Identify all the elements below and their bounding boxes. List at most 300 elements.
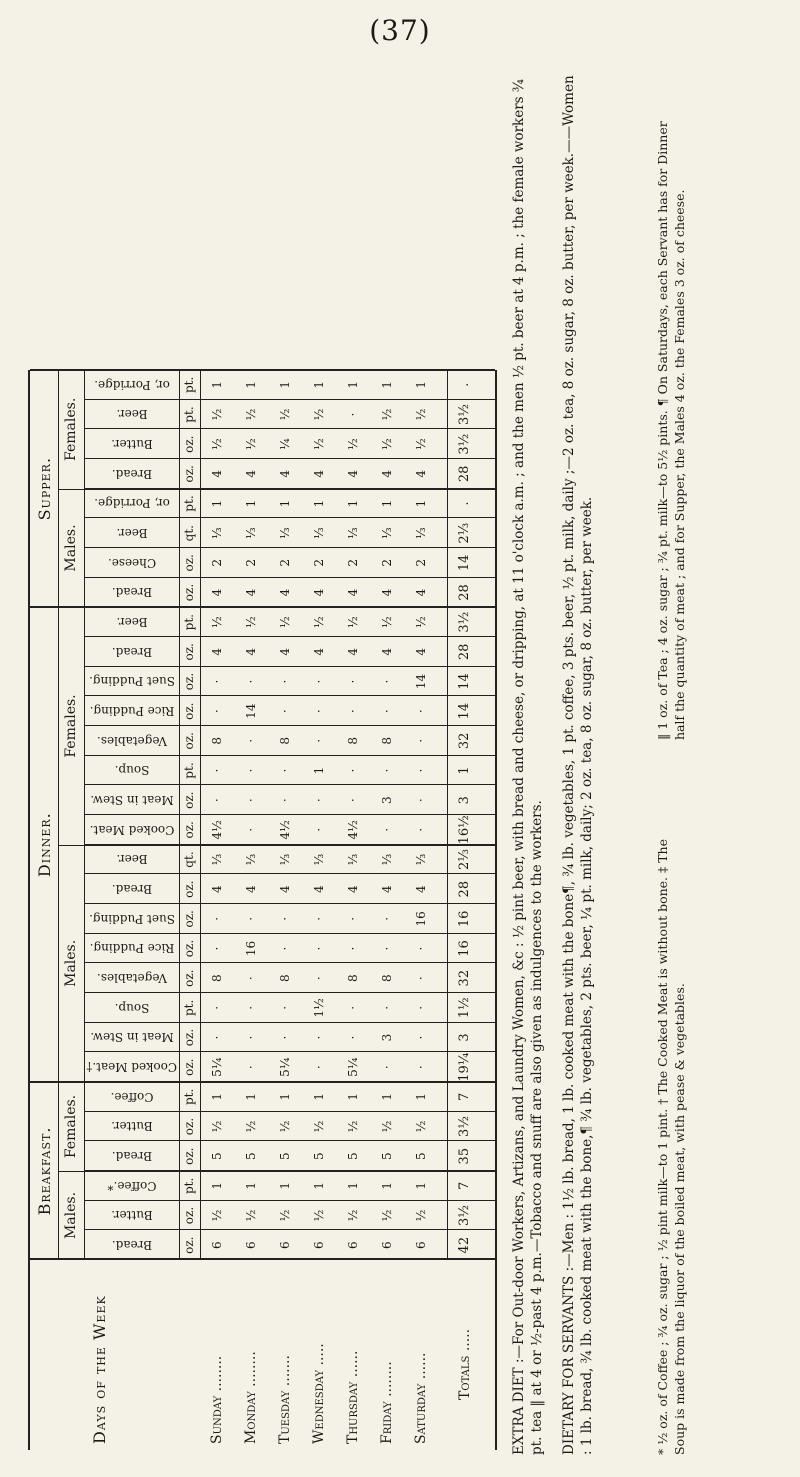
group-title-supper-males: Males. <box>63 524 79 572</box>
cell-value: ⅓ <box>278 853 292 866</box>
cell-value: · <box>346 412 360 417</box>
cell-value: · <box>244 1035 258 1040</box>
cell-total: 14 <box>457 673 472 690</box>
cell-value: 4 <box>414 470 428 478</box>
cell-value: 5 <box>414 1152 428 1160</box>
col-unit: oz. <box>182 1117 196 1136</box>
cell-value: · <box>210 916 224 921</box>
col-unit: pt. <box>182 406 196 423</box>
cell-value: 4 <box>278 470 292 478</box>
weekly-dietary-table <box>28 370 497 1450</box>
cell-value: · <box>346 916 360 921</box>
col-header-supper-males-24: Beer. <box>115 526 148 541</box>
cell-value: 3 <box>380 1033 394 1042</box>
cell-value: · <box>312 798 326 803</box>
col-header-dinner-females-17: Vegetables. <box>96 733 167 748</box>
cell-value: · <box>414 798 428 803</box>
cell-value: · <box>244 1065 258 1070</box>
cell-value: 1 <box>278 1093 292 1101</box>
cell-value: 4 <box>346 885 360 893</box>
col-header-breakfast-males-1: Butter. <box>110 1208 153 1223</box>
cell-value: ½ <box>312 616 326 628</box>
cell-value: ½ <box>210 1209 224 1222</box>
cell-value: 5 <box>210 1152 224 1160</box>
cell-total: 7 <box>457 1092 472 1101</box>
cell-value: ½ <box>210 408 224 421</box>
cell-value: 1 <box>312 1093 326 1101</box>
cell-value: 1 <box>414 1093 428 1101</box>
cell-value: ⅓ <box>210 527 224 539</box>
cell-value: ½ <box>414 408 428 421</box>
col-header-dinner-males-6: Cooked Meat.† <box>85 1060 177 1075</box>
col-header-breakfast-females-3: Bread. <box>111 1149 152 1164</box>
cell-value: · <box>346 946 360 951</box>
cell-value: · <box>244 916 258 921</box>
cell-value: 1 <box>346 499 360 508</box>
cell-value: · <box>414 946 428 951</box>
col-header-dinner-males-10: Rice Pudding. <box>89 941 174 956</box>
cell-value: · <box>414 1035 428 1040</box>
extra-diet-note: EXTRA DIET :—For Out-door Workers, Artizans, and Laundry Women, &c : ½ pint beer, with bread and cheese, or dripping, at 11 o'clock a.m. ; and the men ½ pt. beer at 4 p.m. ; the female workers ¾ pt. tea ‖ at 4 or ½-past 4 p.m.—Tobacco and snuff are also given as indulgences to the workers. <box>511 79 545 1455</box>
cell-value: 1 <box>278 499 292 508</box>
cell-value: · <box>278 709 292 714</box>
col-header-dinner-males-8: Soup. <box>114 1000 149 1015</box>
cell-value: ½ <box>380 1209 394 1222</box>
col-unit: oz. <box>182 435 196 453</box>
cell-value: ½ <box>244 438 258 450</box>
cell-value: · <box>414 827 428 832</box>
cell-value: · <box>380 946 394 951</box>
cell-value: 3 <box>380 796 394 804</box>
group-divider-supper-females <box>58 370 495 371</box>
col-unit: qt. <box>182 851 196 868</box>
cell-total: 32 <box>457 732 472 750</box>
cell-value: ⅓ <box>210 853 224 866</box>
col-unit: oz. <box>182 643 196 661</box>
col-header-breakfast-males-2: Coffee.* <box>107 1178 156 1193</box>
cell-value: ½ <box>380 616 394 628</box>
cell-value: 4 <box>312 885 326 893</box>
cell-value: 5 <box>312 1152 326 1160</box>
cell-total: 32 <box>457 969 472 987</box>
cell-value: ⅓ <box>244 527 258 539</box>
col-unit: qt. <box>182 525 196 542</box>
cell-value: ½ <box>414 616 428 628</box>
cell-value: · <box>278 768 292 773</box>
cell-total: 19¼ <box>457 1052 472 1082</box>
col-header-supper-females-29: or, Porridge. <box>93 377 170 392</box>
cell-value: ⅓ <box>346 527 360 539</box>
cell-total: 14 <box>457 702 472 720</box>
cell-value: 2 <box>312 559 326 567</box>
col-unit: oz. <box>182 1028 196 1047</box>
col-unit: oz. <box>182 583 196 602</box>
cell-value: ½ <box>312 438 326 450</box>
cell-value: 4 <box>210 648 224 656</box>
col-unit: oz. <box>182 702 196 720</box>
cell-value: 2 <box>244 559 258 567</box>
cell-value: · <box>210 946 224 951</box>
cell-value: 5¼ <box>278 1057 292 1077</box>
cell-value: ½ <box>346 616 360 628</box>
cell-value: 1 <box>244 1093 258 1101</box>
group-divider-supper-males <box>58 489 495 490</box>
cell-value: 1 <box>278 1182 292 1190</box>
cell-value: · <box>346 768 360 773</box>
cell-value: · <box>346 679 360 684</box>
cell-value: 16 <box>244 940 258 957</box>
cell-value: 4 <box>278 588 292 597</box>
cell-value: · <box>312 976 326 981</box>
col-header-dinner-females-15: Meat in Stew. <box>89 793 174 808</box>
cell-value: · <box>278 798 292 803</box>
cell-value: 5 <box>380 1152 394 1160</box>
cell-value: · <box>244 679 258 684</box>
cell-value: ½ <box>312 1120 326 1133</box>
cell-value: · <box>278 916 292 921</box>
cell-value: 1 <box>244 381 258 389</box>
col-unit: pt. <box>182 376 196 394</box>
cell-value: 4 <box>312 470 326 478</box>
cell-value: ½ <box>346 438 360 450</box>
col-unit: oz. <box>182 910 196 928</box>
cell-value: 4 <box>414 648 428 656</box>
cell-total: . <box>457 382 472 387</box>
cell-value: 16 <box>414 911 428 927</box>
cell-value: · <box>346 709 360 714</box>
day-label-monday: Monday ........ <box>243 1351 259 1444</box>
section-title-supper: Supper. <box>35 456 54 521</box>
cell-value: · <box>380 768 394 773</box>
cell-value: 2 <box>278 559 292 567</box>
cell-value: · <box>278 679 292 684</box>
day-label-wednesday: Wednesday ..... <box>311 1343 327 1444</box>
cell-value: 8 <box>210 737 224 745</box>
cell-value: · <box>414 738 428 743</box>
cell-total: 3½ <box>457 433 472 455</box>
cell-value: · <box>312 946 326 951</box>
cell-value: · <box>244 827 258 832</box>
col-unit: oz. <box>182 1236 196 1254</box>
section-title-dinner: Dinner. <box>35 812 54 878</box>
cell-value: 6 <box>312 1241 326 1249</box>
cell-total: 3 <box>457 796 472 805</box>
cell-value: 1 <box>380 1182 394 1190</box>
cell-value: · <box>312 1035 326 1040</box>
cell-value: · <box>210 798 224 803</box>
cell-value: 1 <box>210 1182 224 1190</box>
col-header-supper-males-22: Bread. <box>111 585 152 600</box>
cell-value: ½ <box>380 438 394 450</box>
cell-total: 2⅓ <box>457 849 472 870</box>
group-title-supper-females: Females. <box>63 397 79 461</box>
cell-value: 4 <box>346 588 360 597</box>
cell-value: 4 <box>278 648 292 656</box>
cell-value: ⅓ <box>414 853 428 866</box>
cell-value: 4 <box>380 470 394 478</box>
days-header: Days of the Week <box>90 1295 109 1444</box>
cell-value: 2 <box>346 559 360 567</box>
group-title-breakfast-males: Males. <box>63 1191 79 1240</box>
cell-value: 2 <box>380 559 394 567</box>
cell-value: 1 <box>312 766 326 775</box>
col-unit: oz. <box>182 791 196 809</box>
cell-value: ½ <box>414 438 428 450</box>
cell-value: 1 <box>414 381 428 389</box>
cell-total: 28 <box>457 465 472 483</box>
grp-rule <box>84 370 85 1260</box>
cell-value: · <box>278 946 292 951</box>
cell-value: ¼ <box>278 438 292 450</box>
col-unit: pt. <box>182 1177 196 1195</box>
cell-value: 1 <box>278 381 292 389</box>
group-divider-breakfast-females <box>58 1082 495 1083</box>
cell-value: ½ <box>380 1120 394 1133</box>
cell-value: 5 <box>244 1152 258 1160</box>
col-header-breakfast-males-0: Bread. <box>111 1238 152 1253</box>
cell-value: · <box>210 768 224 773</box>
cell-value: ½ <box>210 438 224 450</box>
cell-value: · <box>414 768 428 773</box>
cell-total: 1½ <box>457 997 472 1019</box>
cell-value: 4½ <box>278 820 292 840</box>
cell-value: 5 <box>278 1152 292 1160</box>
cell-value: · <box>312 827 326 832</box>
cell-value: · <box>380 916 394 921</box>
cell-total: 28 <box>457 880 472 898</box>
cell-value: 5¼ <box>346 1057 360 1077</box>
cell-value: ½ <box>414 1209 428 1222</box>
cell-value: 1 <box>346 1182 360 1190</box>
cell-value: ½ <box>312 1209 326 1222</box>
footnote-tea-saturday: ‖ 1 oz. of Tea ; 4 oz. sugar ; ¾ pt. milk—to 5½ pints. ¶ On Saturdays, each Servant has for Dinner half the quantity of meat ; and for Supper, the Males 4 oz. the Females 3 oz. of cheese. <box>655 121 687 740</box>
col-header-dinner-females-21: Beer. <box>115 615 148 630</box>
col-header-dinner-females-20: Bread. <box>111 644 152 659</box>
cell-value: 14 <box>244 703 258 719</box>
cell-value: 4½ <box>346 820 360 840</box>
cell-total: 28 <box>457 584 472 601</box>
cell-value: 4 <box>244 588 258 597</box>
cell-value: 8 <box>380 737 394 745</box>
col-header-breakfast-females-5: Coffee. <box>110 1089 153 1104</box>
cell-value: · <box>210 709 224 714</box>
cell-value: 1 <box>210 499 224 508</box>
group-divider-dinner-females <box>58 607 495 608</box>
cell-value: 6 <box>346 1241 360 1249</box>
day-label-friday: Friday ........ <box>379 1361 395 1444</box>
cell-value: 1 <box>380 499 394 508</box>
totals-label: Totals ..... <box>457 1328 473 1400</box>
cell-value: 4 <box>244 470 258 478</box>
cell-value: 8 <box>346 974 360 982</box>
cell-value: · <box>278 1035 292 1040</box>
cell-value: · <box>380 679 394 684</box>
cell-value: 4 <box>312 648 326 656</box>
cell-value: ⅓ <box>312 853 326 866</box>
cell-value: ½ <box>210 1120 224 1133</box>
sec-rule <box>58 370 59 1260</box>
group-title-breakfast-females: Females. <box>63 1094 79 1159</box>
cell-total: 3½ <box>457 611 472 633</box>
cell-total: 35 <box>457 1147 472 1165</box>
cell-value: 8 <box>346 737 360 745</box>
cell-value: 6 <box>278 1241 292 1249</box>
cell-value: 4 <box>346 648 360 656</box>
cell-total: 7 <box>457 1181 472 1190</box>
cell-value: 4 <box>380 588 394 597</box>
col-header-dinner-females-18: Rice Pudding. <box>89 704 174 719</box>
cell-value: 1 <box>312 1182 326 1190</box>
group-title-dinner-males: Males. <box>63 939 79 987</box>
cell-value: ½ <box>312 408 326 421</box>
cell-value: ½ <box>346 1209 360 1222</box>
col-header-dinner-females-19: Suet Pudding. <box>88 674 175 689</box>
cell-value: ½ <box>380 408 394 421</box>
cell-value: 5 <box>346 1152 360 1160</box>
cell-value: 8 <box>210 974 224 982</box>
col-header-supper-males-23: Cheese. <box>107 555 156 570</box>
cell-value: · <box>244 976 258 981</box>
cell-total: 16 <box>457 940 472 957</box>
cell-value: 4 <box>380 885 394 893</box>
cell-total: 3½ <box>457 1205 472 1226</box>
section-title-breakfast: Breakfast. <box>35 1126 54 1216</box>
day-label-thursday: Thursday ...... <box>345 1350 361 1444</box>
cell-value: ½ <box>346 1120 360 1133</box>
cell-value: · <box>244 1005 258 1010</box>
cell-value: · <box>278 1005 292 1010</box>
col-header-breakfast-females-4: Butter. <box>110 1119 153 1134</box>
cell-value: 4 <box>414 588 428 597</box>
cell-value: · <box>346 1035 360 1040</box>
cell-value: ½ <box>278 408 292 421</box>
cell-value: · <box>346 798 360 803</box>
col-unit: oz. <box>182 554 196 572</box>
cell-value: 1 <box>312 499 326 508</box>
cell-value: 4 <box>210 885 224 893</box>
cell-value: · <box>312 916 326 921</box>
cell-value: · <box>380 827 394 832</box>
col-header-supper-females-28: Beer. <box>115 407 148 422</box>
cell-total: 14 <box>457 554 472 572</box>
cell-value: 1 <box>414 499 428 508</box>
cell-value: · <box>312 679 326 684</box>
group-divider-breakfast-males <box>58 1171 495 1172</box>
col-header-supper-males-25: or, Porridge. <box>93 496 170 511</box>
cell-value: 4 <box>312 588 326 597</box>
cell-value: · <box>244 738 258 743</box>
cell-total: 16 <box>457 910 472 928</box>
cell-total: . <box>457 501 472 506</box>
cell-value: ½ <box>414 1120 428 1133</box>
servants-dietary-note: DIETARY FOR SERVANTS :—Men : 1½ lb. bread, 1 lb. cooked meat with the bone¶, ¾ lb. vegetables, 1 pt. coffee, 3 pts. beer, ½ pt. milk, daily ;—2 oz. tea, 8 oz. sugar, 8 oz. butter, per week.——Women : 1 lb. bread, ¾ lb. cooked meat with the bone,¶ ¾ lb. vegetables, 2 pts. beer, ¼ pt. milk, daily; 2 oz. tea, 8 oz. sugar, 8 oz. butter, per week. <box>561 75 595 1455</box>
footnote-coffee: * ½ oz. of Coffee ; ¾ oz. sugar ; ½ pint milk—to 1 pint. † The Cooked Meat is without bone. ‡ The Soup is made from the liquor of the boiled meat, with pease & vegetables. <box>655 839 687 1455</box>
cell-value: ⅓ <box>380 527 394 539</box>
cell-value: · <box>312 709 326 714</box>
cell-value: 6 <box>380 1241 394 1249</box>
unit-rule <box>179 370 180 1260</box>
col-unit: oz. <box>182 1058 196 1076</box>
cell-value: · <box>312 738 326 743</box>
col-unit: pt. <box>182 999 196 1017</box>
cell-value: ⅓ <box>414 527 428 539</box>
cell-value: 5¼ <box>210 1057 224 1077</box>
day-label-sunday: Sunday ........ <box>209 1355 225 1444</box>
cell-value: · <box>414 976 428 981</box>
col-header-dinner-males-12: Bread. <box>111 882 152 897</box>
cell-value: 1 <box>380 1093 394 1101</box>
col-unit: oz. <box>182 732 196 750</box>
cell-value: ⅓ <box>244 853 258 866</box>
cell-value: · <box>414 1065 428 1070</box>
cell-value: ½ <box>210 616 224 628</box>
col-header-dinner-females-16: Soup. <box>114 763 149 778</box>
page-number: (37) <box>369 14 431 47</box>
cell-value: ½ <box>244 408 258 421</box>
cell-value: 8 <box>278 974 292 982</box>
cell-value: · <box>380 709 394 714</box>
col-header-supper-females-26: Bread. <box>111 466 152 481</box>
cell-value: ½ <box>244 1120 258 1133</box>
cell-value: · <box>414 1005 428 1010</box>
cell-value: ½ <box>278 1209 292 1222</box>
cell-value: 1½ <box>312 998 326 1018</box>
col-unit: oz. <box>182 969 196 987</box>
col-unit: oz. <box>182 672 196 691</box>
cell-value: 14 <box>414 673 428 690</box>
cell-value: 6 <box>244 1241 258 1249</box>
col-header-dinner-females-14: Cooked Meat. <box>89 822 174 837</box>
cell-value: · <box>244 768 258 773</box>
cell-value: · <box>380 1065 394 1070</box>
col-unit: pt. <box>182 1088 196 1106</box>
cell-value: 1 <box>346 1093 360 1101</box>
col-header-dinner-males-7: Meat in Stew. <box>89 1030 174 1045</box>
col-unit: pt. <box>182 614 196 631</box>
col-unit: oz. <box>182 465 196 483</box>
cell-value: · <box>414 709 428 714</box>
cell-value: 4 <box>346 470 360 478</box>
cell-value: · <box>244 798 258 803</box>
day-label-saturday: Saturday ...... <box>413 1352 429 1444</box>
cell-value: 1 <box>210 381 224 389</box>
cell-value: ⅓ <box>278 527 292 539</box>
cell-value: · <box>210 1005 224 1010</box>
col-unit: oz. <box>182 939 196 958</box>
cell-total: 16½ <box>457 815 472 845</box>
cell-value: 6 <box>414 1241 428 1249</box>
cell-value: 8 <box>278 737 292 745</box>
cell-total: 3½ <box>457 404 472 425</box>
cell-value: 1 <box>312 381 326 389</box>
cell-value: 8 <box>380 974 394 982</box>
cell-value: 1 <box>244 1182 258 1190</box>
cell-value: ½ <box>278 1120 292 1133</box>
cell-value: ⅓ <box>346 853 360 866</box>
cell-total: 1 <box>457 766 472 775</box>
cell-value: 1 <box>380 381 394 389</box>
col-unit: oz. <box>182 1206 196 1225</box>
cell-value: 1 <box>244 499 258 508</box>
cell-value: · <box>210 679 224 684</box>
day-label-tuesday: Tuesday ....... <box>277 1355 293 1444</box>
cell-value: 1 <box>346 381 360 389</box>
cell-total: 3½ <box>457 1116 472 1137</box>
cell-value: 4½ <box>210 820 224 840</box>
cell-value: ½ <box>278 616 292 628</box>
cell-value: 4 <box>210 470 224 478</box>
col-header-supper-females-27: Butter. <box>110 437 153 452</box>
